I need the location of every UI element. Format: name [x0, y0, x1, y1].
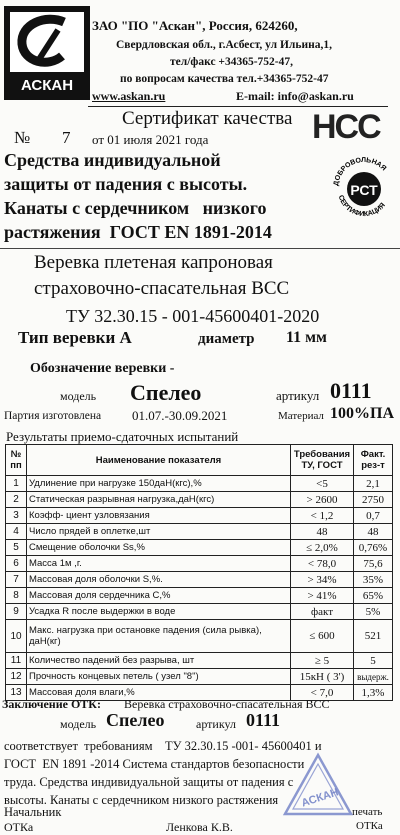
- row-req: > 2600: [291, 492, 354, 508]
- conclusion-label: Заключение ОТК:: [2, 697, 101, 711]
- row-act: 1,3%: [354, 685, 393, 701]
- row-name: Прочность концевых петель ( узел "8"): [27, 669, 291, 685]
- svg-text:АСКАН: АСКАН: [299, 786, 341, 810]
- results-table: [5, 444, 393, 701]
- row-act: 35%: [354, 572, 393, 588]
- conclusion-p1: соответствует требованиям ТУ 32.30.15 -001- 45600401 и: [4, 739, 322, 753]
- otk-stamp-icon: [282, 752, 354, 818]
- table-row: [6, 492, 393, 508]
- row-name: Удлинение при нагрузке 150даН(кгс),%: [27, 476, 291, 492]
- rope-line2: страховочно-спасательная ВСС: [34, 278, 290, 299]
- company-logo: [4, 6, 90, 100]
- row-num: 5: [6, 540, 27, 556]
- product-heading-line3: Канаты с сердечником низкого: [4, 198, 267, 218]
- conclusion-article-label: артикул: [196, 717, 236, 731]
- certificate-title: Сертификат качества: [122, 108, 293, 129]
- conclusion-article-value: 0111: [246, 710, 281, 730]
- rope-line1: Веревка плетеная капроновая: [34, 252, 273, 273]
- table-row: [6, 508, 393, 524]
- row-name: Массовая доля сердечника C,%: [27, 588, 291, 604]
- product-heading-line1: Средства индивидуальной: [4, 150, 221, 170]
- table-row: [6, 588, 393, 604]
- table-row: [6, 572, 393, 588]
- article-label: артикул: [276, 388, 320, 403]
- row-req: 48: [291, 524, 354, 540]
- row-num: 3: [6, 508, 27, 524]
- row-req: факт: [291, 604, 354, 620]
- row-num: 4: [6, 524, 27, 540]
- askan-logo-icon: [6, 8, 88, 98]
- conclusion-model-label: модель: [60, 717, 97, 731]
- row-name: Усадка R после выдержки в воде: [27, 604, 291, 620]
- table-row: [6, 669, 393, 685]
- row-act: 0,76%: [354, 540, 393, 556]
- header-name: Наименование показателя: [27, 445, 291, 476]
- row-name: Коэфф- циент узловязания: [27, 508, 291, 524]
- svg-text:СЕРТИФИКАЦИЯ: СЕРТИФИКАЦИЯ: [336, 194, 387, 219]
- website-link[interactable]: www.askan.ru: [92, 89, 166, 103]
- row-req: > 41%: [291, 588, 354, 604]
- row-req: < 7,0: [291, 685, 354, 701]
- row-num: 1: [6, 476, 27, 492]
- batch-label: Партия изготовлена: [4, 410, 102, 422]
- signer-name: Ленкова К.В.: [166, 820, 233, 834]
- row-num: 8: [6, 588, 27, 604]
- rope-type: Тип веревки А: [18, 328, 132, 347]
- table-row: [6, 653, 393, 669]
- row-req: 15кН ( 3'): [291, 669, 354, 685]
- row-act: 0,7: [354, 508, 393, 524]
- chief-label: Начальник: [4, 805, 62, 819]
- header-req: Требования ТУ, ГОСТ: [291, 445, 354, 476]
- row-act: 2750: [354, 492, 393, 508]
- row-act: 5: [354, 653, 393, 669]
- row-num: 6: [6, 556, 27, 572]
- company-name: ЗАО "ПО "Аскан", Россия, 624260,: [92, 18, 298, 33]
- seal-otk-label: ОТКа: [356, 820, 383, 832]
- row-name: Масса 1м ,г.: [27, 556, 291, 572]
- row-act: 48: [354, 524, 393, 540]
- conclusion-p2: ГОСТ EN 1891 -2014 Система стандартов безопасности: [4, 757, 305, 771]
- conclusion-p4: высоты. Канаты с сердечником низкого растяжения: [4, 793, 279, 807]
- certificate-number: 7: [62, 128, 71, 147]
- row-req: > 34%: [291, 572, 354, 588]
- table-row: [6, 604, 393, 620]
- row-req: <5: [291, 476, 354, 492]
- table-header-row: [6, 445, 393, 476]
- row-req: < 78,0: [291, 556, 354, 572]
- row-name: Статическая разрывная нагрузка,даН(кгс): [27, 492, 291, 508]
- row-act: 521: [354, 620, 393, 653]
- product-heading-line4: растяжения ГОСТ EN 1891-2014: [4, 222, 272, 242]
- quality-phone: по вопросам качества тел.+34365-752-47: [120, 73, 329, 85]
- company-phone: тел/факс +34365-752-47,: [170, 56, 294, 68]
- ncc-stamp: НСС: [312, 108, 380, 146]
- table-row: [6, 524, 393, 540]
- table-row: [6, 540, 393, 556]
- header-num: № пп: [6, 445, 27, 476]
- conclusion-text: Веревка страховочно-спасательная ВСС: [124, 697, 330, 711]
- diameter-value: 11 мм: [286, 329, 327, 346]
- row-num: 11: [6, 653, 27, 669]
- material-label: Материал: [278, 410, 324, 422]
- row-name: Массовая доля оболочки S,%.: [27, 572, 291, 588]
- row-req: < 1,2: [291, 508, 354, 524]
- certificate-date: от 01 июля 2021 года: [92, 132, 209, 147]
- model-value: Спелео: [130, 380, 202, 405]
- row-num: 13: [6, 685, 27, 701]
- row-name: Смещение оболочки Ss,%: [27, 540, 291, 556]
- email-text: E-mail: info@askan.ru: [236, 89, 354, 103]
- row-num: 12: [6, 669, 27, 685]
- conclusion-p3: труда. Средства индивидуальной защиты от падения с: [4, 775, 294, 789]
- article-value: 0111: [330, 378, 372, 403]
- rope-tu: ТУ 32.30.15 - 001-45600401-2020: [66, 306, 320, 326]
- material-value: 100%ПА: [330, 405, 394, 422]
- row-act: 75,6: [354, 556, 393, 572]
- row-num: 10: [6, 620, 27, 653]
- table-row: [6, 476, 393, 492]
- rst-certification-icon: [330, 146, 396, 226]
- results-title: Результаты приемо-сдаточных испытаний: [6, 429, 239, 444]
- company-address: Свердловская обл., г.Асбест, ул Ильина,1,: [116, 39, 332, 51]
- product-heading-line2: защиты от падения с высоты.: [4, 174, 248, 194]
- row-name: Макс. нагрузка при остановке падения (сила рывка), даН(кг): [27, 620, 291, 653]
- certificate-number-label: №: [14, 128, 31, 147]
- row-name: Число прядей в оплетке,шт: [27, 524, 291, 540]
- header-act: Факт. рез-т: [354, 445, 393, 476]
- otk-label: ОТКа: [4, 820, 34, 834]
- row-act: 5%: [354, 604, 393, 620]
- designation-label: Обозначение веревки -: [30, 361, 175, 376]
- conclusion-model-value: Спелео: [106, 710, 165, 730]
- row-act: 65%: [354, 588, 393, 604]
- svg-text:РСТ: РСТ: [350, 182, 378, 198]
- section-divider: [0, 248, 400, 249]
- model-label: модель: [60, 389, 97, 403]
- row-num: 7: [6, 572, 27, 588]
- header-divider: [88, 106, 388, 107]
- row-name: Массовая доля влаги,%: [27, 685, 291, 701]
- svg-text:ДОБРОВОЛЬНАЯ: ДОБРОВОЛЬНАЯ: [333, 156, 388, 187]
- row-name: Количество падений без разрыва, шт: [27, 653, 291, 669]
- row-num: 2: [6, 492, 27, 508]
- seal-label: печать: [352, 806, 383, 818]
- row-req: ≤ 600: [291, 620, 354, 653]
- svg-text:АСКАН: АСКАН: [20, 77, 74, 94]
- row-req: ≤ 2,0%: [291, 540, 354, 556]
- table-row: [6, 556, 393, 572]
- row-act: 2,1: [354, 476, 393, 492]
- row-num: 9: [6, 604, 27, 620]
- row-req: ≥ 5: [291, 653, 354, 669]
- table-row: [6, 620, 393, 653]
- diameter-label: диаметр: [198, 331, 255, 347]
- row-act: выдерж.: [354, 669, 393, 685]
- batch-value: 01.07.-30.09.2021: [132, 408, 228, 423]
